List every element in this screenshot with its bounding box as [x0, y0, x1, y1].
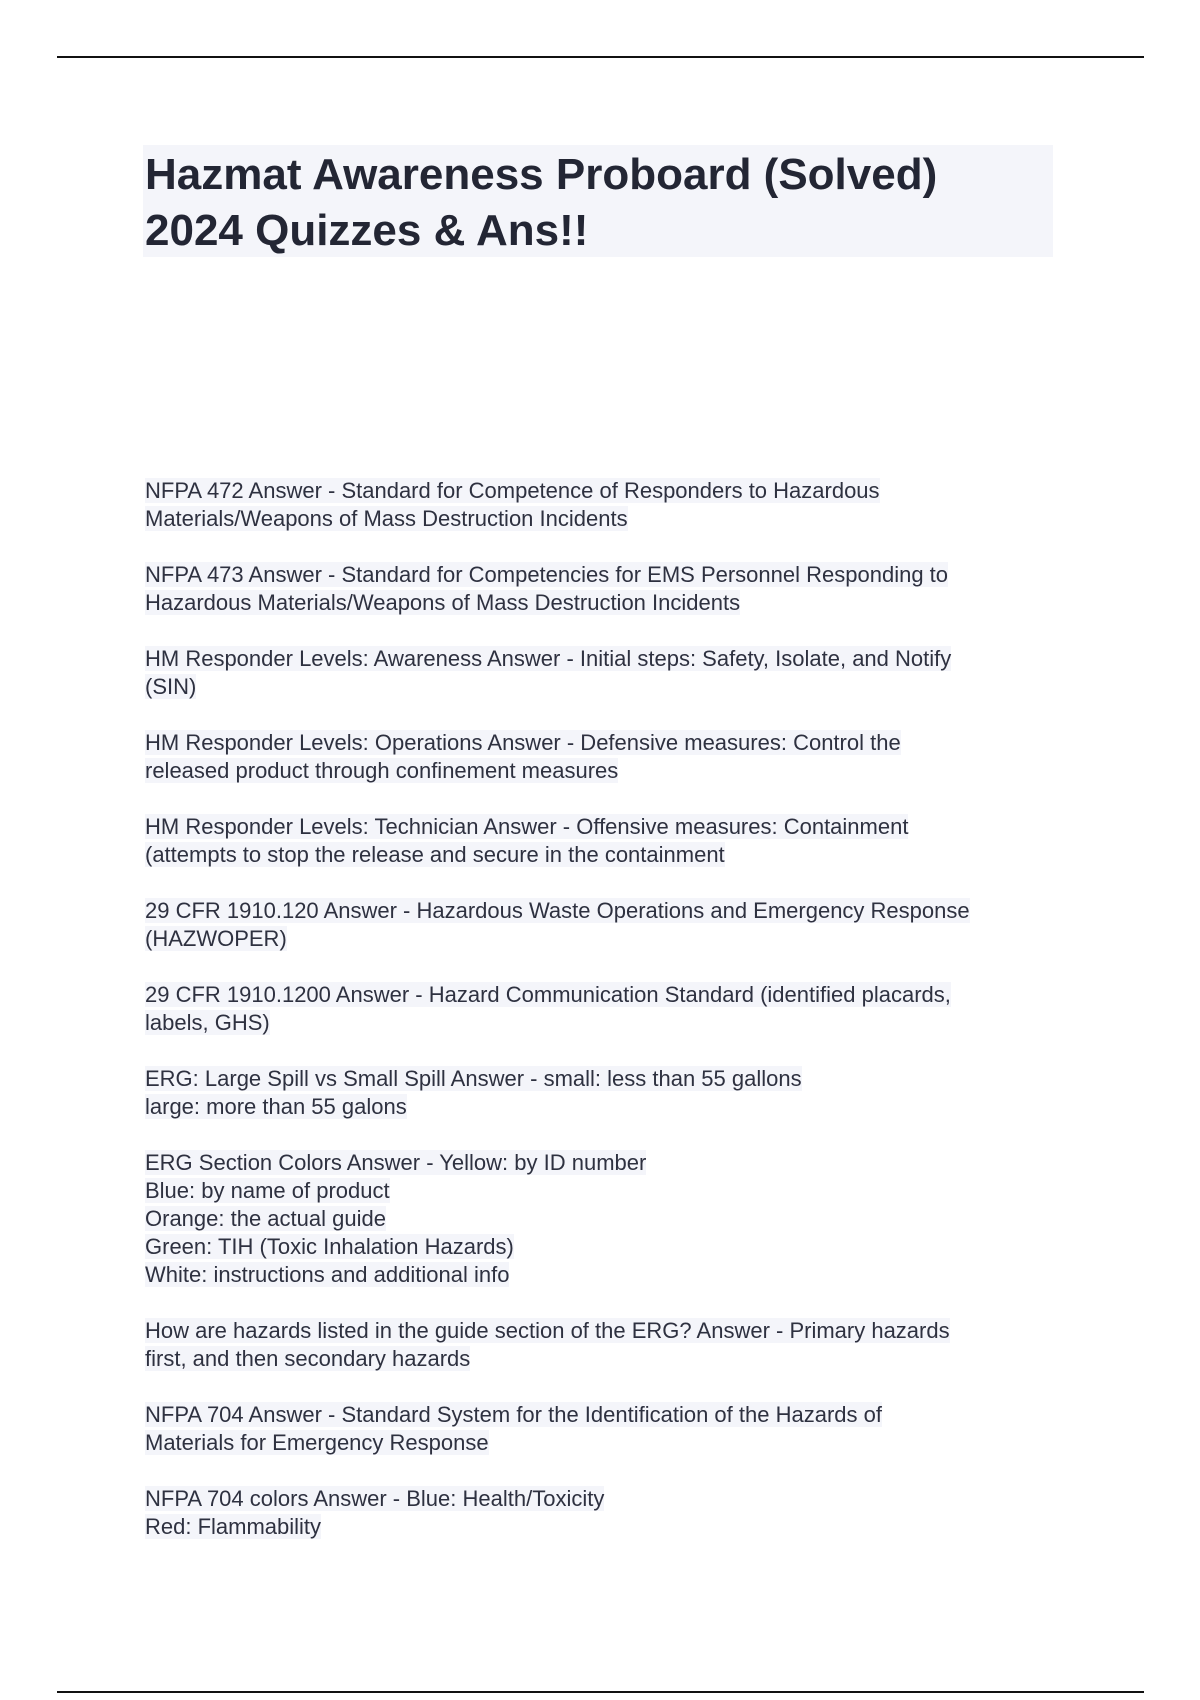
qa-line — [145, 1233, 1065, 1261]
qa-line — [145, 1261, 1065, 1289]
qa-line-text: How are hazards listed in the guide section of the ERG? Answer - Primary hazards — [145, 1318, 950, 1343]
qa-line — [145, 813, 1065, 841]
title-line-2: 2024 Quizzes & Ans!! — [145, 206, 589, 255]
header-rule — [57, 56, 1144, 58]
qa-item — [145, 1401, 1065, 1457]
qa-line-text: released product through confinement measures — [145, 758, 619, 783]
qa-line — [145, 897, 1065, 925]
qa-line — [145, 1009, 1065, 1037]
qa-line — [145, 1317, 1065, 1345]
qa-line-text: ERG: Large Spill vs Small Spill Answer - small: less than 55 gallons — [145, 1066, 802, 1091]
qa-line — [145, 1177, 1065, 1205]
qa-item — [145, 1065, 1065, 1121]
qa-line — [145, 1429, 1065, 1457]
qa-line-text: HM Responder Levels: Operations Answer - Defensive measures: Control the — [145, 730, 901, 755]
qa-line-text: Hazardous Materials/Weapons of Mass Destruction Incidents — [145, 590, 741, 615]
qa-line-text: Red: Flammability — [145, 1514, 322, 1539]
qa-line-text: (SIN) — [145, 674, 197, 699]
qa-line — [145, 673, 1065, 701]
qa-line-text: HM Responder Levels: Technician Answer - Offensive measures: Containment — [145, 814, 909, 839]
qa-item — [145, 813, 1065, 869]
qa-line-text: 29 CFR 1910.120 Answer - Hazardous Waste Operations and Emergency Response — [145, 898, 970, 923]
qa-line — [145, 561, 1065, 589]
qa-line — [145, 1401, 1065, 1429]
qa-line — [145, 841, 1065, 869]
qa-line — [145, 925, 1065, 953]
qa-line-text: NFPA 473 Answer - Standard for Competencies for EMS Personnel Responding to — [145, 562, 949, 587]
qa-line — [145, 1513, 1065, 1541]
qa-item — [145, 1149, 1065, 1289]
qa-line — [145, 1093, 1065, 1121]
qa-line — [145, 729, 1065, 757]
qa-item — [145, 981, 1065, 1037]
qa-line-text: large: more than 55 galons — [145, 1094, 407, 1119]
qa-line-text: Materials/Weapons of Mass Destruction Incidents — [145, 506, 628, 531]
qa-item — [145, 729, 1065, 785]
qa-line — [145, 645, 1065, 673]
qa-item — [145, 1317, 1065, 1373]
qa-item — [145, 1485, 1065, 1541]
qa-line — [145, 981, 1065, 1009]
qa-line-text: HM Responder Levels: Awareness Answer - Initial steps: Safety, Isolate, and Notify — [145, 646, 952, 671]
qa-item — [145, 645, 1065, 701]
qa-item — [145, 477, 1065, 533]
qa-line-text: ERG Section Colors Answer - Yellow: by ID number — [145, 1150, 647, 1175]
qa-line-text: 29 CFR 1910.1200 Answer - Hazard Communication Standard (identified placards, — [145, 982, 951, 1007]
qa-line-text: first, and then secondary hazards — [145, 1346, 471, 1371]
footer-rule — [57, 1691, 1144, 1693]
qa-line — [145, 1345, 1065, 1373]
qa-line-text: NFPA 704 Answer - Standard System for the Identification of the Hazards of — [145, 1402, 882, 1427]
qa-line-text: White: instructions and additional info — [145, 1262, 510, 1287]
qa-line — [145, 1149, 1065, 1177]
qa-line-text: NFPA 704 colors Answer - Blue: Health/Toxicity — [145, 1486, 605, 1511]
title-line-1: Hazmat Awareness Proboard (Solved) — [145, 150, 938, 199]
qa-item — [145, 561, 1065, 617]
qa-line-text: labels, GHS) — [145, 1010, 270, 1035]
qa-line — [145, 757, 1065, 785]
qa-line-text: Green: TIH (Toxic Inhalation Hazards) — [145, 1234, 514, 1259]
qa-line-text: (HAZWOPER) — [145, 926, 287, 951]
qa-line — [145, 505, 1065, 533]
document-title — [143, 145, 1053, 257]
qa-line-text: Orange: the actual guide — [145, 1206, 386, 1231]
qa-line — [145, 1485, 1065, 1513]
qa-item — [145, 897, 1065, 953]
qa-line-text: NFPA 472 Answer - Standard for Competence of Responders to Hazardous — [145, 478, 880, 503]
qa-line — [145, 1065, 1065, 1093]
qa-line — [145, 589, 1065, 617]
qa-line — [145, 477, 1065, 505]
qa-line-text: (attempts to stop the release and secure in the containment — [145, 842, 725, 867]
qa-line-text: Blue: by name of product — [145, 1178, 390, 1203]
qa-line — [145, 1205, 1065, 1233]
qa-list — [145, 477, 1065, 1569]
qa-line-text: Materials for Emergency Response — [145, 1430, 489, 1455]
